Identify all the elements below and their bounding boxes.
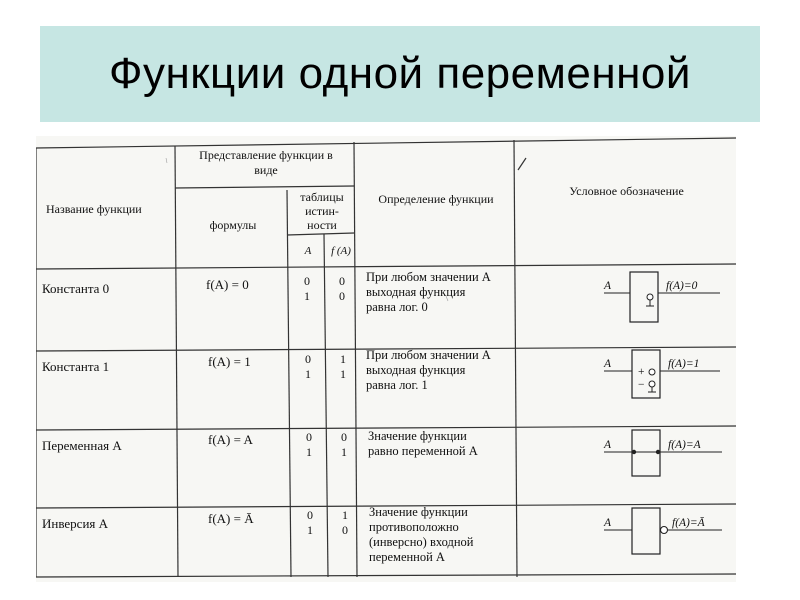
header-truth-2: истин-	[305, 204, 339, 218]
header-truth-3: ности	[307, 218, 337, 232]
row-2-name: Константа 1	[42, 359, 110, 374]
row-3-f-1: 1	[341, 445, 347, 459]
row-4-definition-2: противоположно	[369, 520, 459, 534]
row-4-f-1: 0	[342, 523, 348, 537]
row-2-symbol-minus: −	[638, 379, 645, 391]
header-col-a: A	[304, 245, 312, 257]
row-2-definition-1: При любом значении A	[366, 348, 491, 362]
row-2-symbol-plus: +	[638, 366, 645, 378]
row-3-symbol-input: A	[604, 439, 612, 451]
row-1-formula: f(A) = 0	[206, 277, 249, 292]
title-banner	[40, 26, 760, 122]
row-2-definition-2: выходная функция	[366, 363, 466, 377]
row-1-symbol-input: A	[604, 280, 612, 292]
row-3-name: Переменная A	[42, 438, 122, 453]
header-definition: Определение функции	[378, 192, 494, 206]
row-4-name: Инверсия A	[42, 516, 109, 531]
row-1-definition-3: равна лог. 0	[366, 300, 428, 314]
row-2-symbol-output: f(A)=1	[668, 358, 700, 370]
row-4-a-0: 0	[307, 508, 313, 522]
scanned-table	[36, 136, 736, 582]
row-3-formula: f(A) = A	[208, 432, 253, 447]
header-name: Название функции	[46, 202, 142, 216]
header-symbol: Условное обозначение	[569, 184, 684, 198]
row-2-f-0: 1	[340, 352, 346, 366]
row-1-f-0: 0	[339, 274, 345, 288]
row-3-definition-2: равно переменной A	[368, 444, 478, 458]
row-2-definition-3: равна лог. 1	[366, 378, 428, 392]
row-1-f-1: 0	[339, 289, 345, 303]
header-representation-2: виде	[254, 163, 278, 177]
slide-title: Функции одной переменной	[109, 49, 691, 98]
row-2-symbol	[596, 344, 736, 424]
row-4-definition-1: Значение функции	[369, 505, 468, 519]
row-2-symbol-input: A	[604, 358, 612, 370]
row-1-symbol-output: f(A)=0	[666, 280, 698, 292]
row-2-f-1: 1	[340, 367, 346, 381]
row-3-a-0: 0	[306, 430, 312, 444]
row-1-symbol	[596, 266, 736, 346]
row-3-symbol	[596, 422, 736, 502]
row-1-definition-2: выходная функция	[366, 285, 466, 299]
row-3-f-0: 0	[341, 430, 347, 444]
header-col-fa: f (A)	[331, 245, 351, 257]
row-2-formula: f(A) = 1	[208, 354, 251, 369]
row-4-formula: f(A) = Ā	[208, 511, 254, 526]
row-4-symbol	[596, 500, 736, 576]
header-representation-1: Представление функции в	[199, 148, 333, 162]
header-truth-1: таблицы	[300, 190, 344, 204]
row-4-symbol-input: A	[604, 517, 612, 529]
row-4-definition-4: переменной A	[369, 550, 445, 564]
row-4-f-0: 1	[342, 508, 348, 522]
row-1-a-0: 0	[304, 274, 310, 288]
row-4-a-1: 1	[307, 523, 313, 537]
header-formula: формулы	[209, 218, 257, 232]
row-4-symbol-output: f(A)=Ā	[672, 517, 705, 529]
row-3-a-1: 1	[306, 445, 312, 459]
row-2-a-1: 1	[305, 367, 311, 381]
row-1-a-1: 1	[304, 289, 310, 303]
row-3-symbol-output: f(A)=A	[668, 439, 701, 451]
row-1-definition-1: При любом значении A	[366, 270, 491, 284]
row-3-definition-1: Значение функции	[368, 429, 467, 443]
row-1-name: Константа 0	[42, 281, 110, 296]
row-4-definition-3: (инверсно) входной	[369, 535, 474, 549]
row-2-a-0: 0	[305, 352, 311, 366]
